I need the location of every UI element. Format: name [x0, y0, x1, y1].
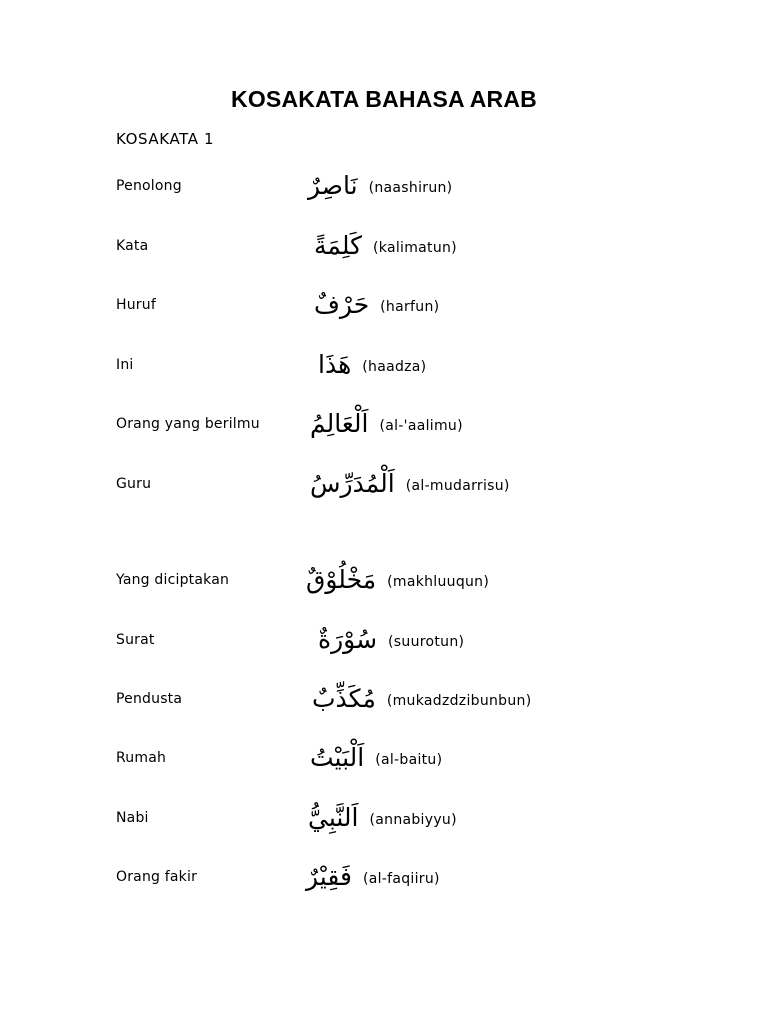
vocab-arabic-group: [318, 618, 464, 662]
vocab-row: [0, 558, 768, 602]
vocab-arabic: اَلْعَالِمُ: [310, 409, 369, 438]
vocab-meaning: Guru: [116, 476, 152, 492]
vocab-arabic-group: [306, 855, 440, 899]
vocab-translit: (mukadzdzibunbun): [386, 693, 532, 709]
vocab-translit: (al-'aalimu): [379, 418, 463, 434]
vocab-meaning: Pendusta: [116, 691, 183, 707]
vocab-meaning: Surat: [116, 632, 155, 648]
vocab-arabic-group: [314, 283, 439, 327]
vocab-translit: (naashirun): [368, 180, 453, 196]
vocab-meaning: Yang diciptakan: [116, 572, 230, 588]
vocab-arabic-group: [306, 558, 489, 602]
vocab-arabic-group: [310, 736, 442, 780]
vocab-translit: (harfun): [380, 299, 440, 315]
vocab-translit: (al-faqiiru): [362, 871, 440, 887]
vocab-translit: (kalimatun): [373, 240, 457, 256]
vocab-meaning: Orang fakir: [116, 869, 198, 885]
vocab-translit: (al-mudarrisu): [405, 478, 510, 494]
vocab-row: [0, 164, 768, 208]
vocab-row: [0, 343, 768, 387]
vocab-arabic: كَلِمَةً: [314, 231, 363, 260]
vocab-row: [0, 736, 768, 780]
vocab-arabic: سُوْرَةٌ: [318, 625, 378, 654]
vocab-arabic-group: [318, 343, 426, 387]
vocab-meaning: Rumah: [116, 750, 167, 766]
vocab-translit: (makhluuqun): [387, 574, 490, 590]
vocab-arabic-group: [308, 164, 452, 208]
vocab-meaning: Orang yang berilmu: [116, 416, 260, 432]
vocab-translit: (annabiyyu): [369, 812, 457, 828]
vocab-meaning: Kata: [116, 238, 149, 254]
section-title: KOSAKATA 1: [116, 130, 215, 148]
vocab-row: [0, 855, 768, 899]
vocab-arabic: مَخْلُوْقٌ: [306, 565, 377, 594]
vocab-translit: (al-baitu): [375, 752, 443, 768]
vocab-row: [0, 283, 768, 327]
vocab-arabic: فَقِيْرٌ: [306, 862, 352, 891]
vocab-row: [0, 618, 768, 662]
vocab-row: [0, 402, 768, 446]
vocab-arabic-group: [310, 462, 510, 506]
vocab-meaning: Ini: [116, 357, 134, 373]
vocab-meaning: Nabi: [116, 810, 149, 826]
vocab-translit: (haadza): [362, 359, 427, 375]
vocab-arabic: اَلنَّبِيُّ: [308, 803, 359, 832]
vocab-row: [0, 224, 768, 268]
vocab-arabic: مُكَذِّبٌ: [312, 684, 376, 713]
vocab-meaning: Huruf: [116, 297, 156, 313]
vocab-arabic: اَلْبَيْتُ: [310, 743, 365, 772]
vocab-translit: (suurotun): [388, 634, 465, 650]
vocab-arabic-group: [310, 402, 463, 446]
vocab-arabic: نَاصِرٌ: [308, 171, 358, 200]
vocab-arabic: هَذَا: [318, 350, 352, 379]
vocab-meaning: Penolong: [116, 178, 182, 194]
vocab-row: [0, 462, 768, 506]
vocab-arabic: اَلْمُدَرِّسُ: [310, 469, 395, 498]
vocab-row: [0, 796, 768, 840]
vocab-row: [0, 677, 768, 721]
vocab-arabic-group: [308, 796, 457, 840]
vocab-arabic: حَرْفٌ: [314, 290, 370, 319]
page-title: KOSAKATA BAHASA ARAB: [231, 86, 537, 112]
vocab-arabic-group: [314, 224, 457, 268]
vocab-arabic-group: [312, 677, 531, 721]
